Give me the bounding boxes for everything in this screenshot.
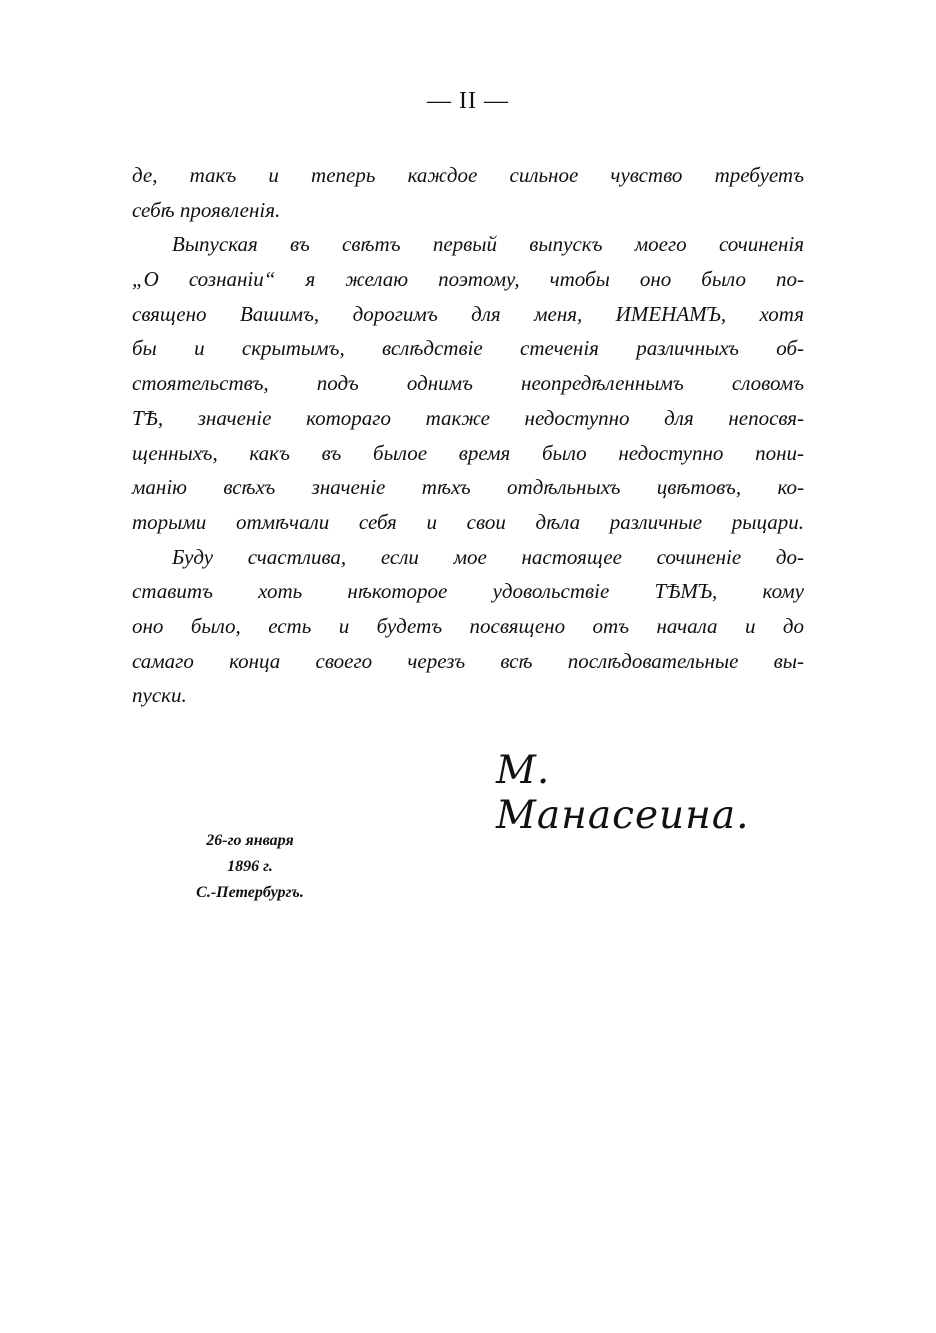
letter-body xyxy=(132,158,804,713)
text-line: стоятельствъ, подъ однимъ неопредѣленнымъ словомъ xyxy=(132,371,804,396)
author-signature: М. Манасеина. xyxy=(496,748,750,838)
text-line: бы и скрытымъ, вслѣдствіе стеченія различныхъ об- xyxy=(132,336,804,361)
text-line: Выпуская въ свѣтъ первый выпускъ моего сочиненія xyxy=(172,232,804,257)
page-number: — II — xyxy=(427,88,509,114)
text-line: манію всѣхъ значеніе тѣхъ отдѣльныхъ цвѣтовъ, ко- xyxy=(132,475,804,500)
year: 1896 г. xyxy=(227,858,273,875)
date: 26-го января xyxy=(206,832,294,849)
text-line: пуски. xyxy=(132,683,187,708)
text-line: священо Вашимъ, дорогимъ для меня, ИМЕНАМЪ, хотя xyxy=(132,301,804,326)
text-line: торыми отмѣчали себя и свои дѣла различные рыцари. xyxy=(132,509,804,534)
text-line: „О сознаніи“ я желаю поэтому, чтобы оно было по- xyxy=(132,267,804,292)
text-line: Буду счастлива, если мое настоящее сочиненіе до- xyxy=(172,544,804,569)
text-line: оно было, есть и будетъ посвящено отъ начала и до xyxy=(132,613,804,638)
place: С.-Петербургъ. xyxy=(196,884,304,901)
text-line: де, такъ и теперь каждое сильное чувство требуетъ xyxy=(132,163,804,187)
dateline xyxy=(160,828,340,906)
text-line: ТѢ, значеніе котораго также недоступно для непосвя- xyxy=(132,405,804,430)
text-line: себѣ проявленія. xyxy=(132,197,281,222)
text-line: щенныхъ, какъ въ былое время было недоступно пони- xyxy=(132,440,804,465)
text-line: самаго конца своего черезъ всѣ послѣдовательные вы- xyxy=(132,648,804,673)
text-line: ставитъ хоть нѣкоторое удовольствіе ТѢМЪ, кому xyxy=(132,579,804,604)
